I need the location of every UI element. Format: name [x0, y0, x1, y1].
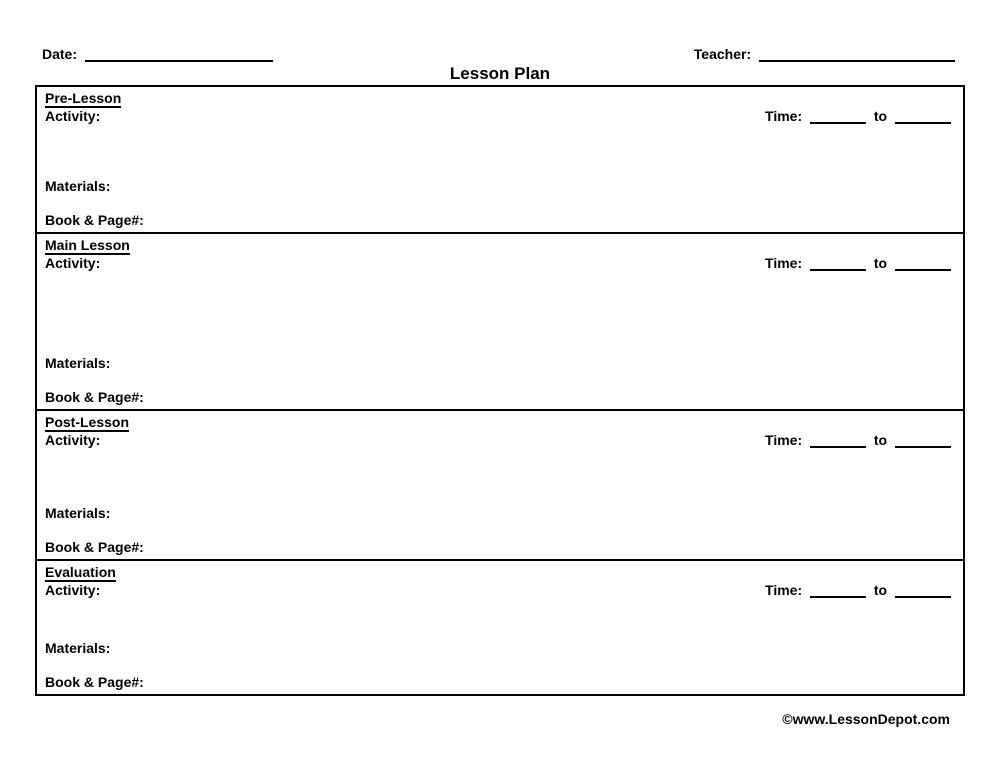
teacher-label: Teacher:: [693, 46, 752, 62]
time-fields: [765, 432, 955, 449]
lesson-plan-table: [35, 85, 965, 696]
time-start-blank: [810, 586, 866, 598]
section-title: [45, 414, 955, 432]
section-title-text: Pre-Lesson: [45, 90, 122, 106]
to-label: to: [873, 255, 888, 271]
time-fields: [765, 582, 955, 599]
time-label: Time:: [765, 582, 803, 598]
book-page-label: Book & Page#:: [45, 389, 144, 405]
section-title-text: Post-Lesson: [45, 414, 130, 430]
spacer: [45, 125, 955, 178]
to-label: to: [873, 108, 888, 124]
activity-row: [45, 108, 955, 125]
section-title-text: Evaluation: [45, 564, 116, 580]
section-post-lesson: [37, 411, 963, 561]
time-start-blank: [810, 112, 866, 124]
activity-row: [45, 255, 955, 272]
activity-label: Activity:: [45, 582, 101, 598]
section-main-lesson: [37, 234, 963, 411]
spacer: [45, 272, 955, 355]
activity-row: [45, 432, 955, 449]
materials-label: Materials:: [45, 355, 111, 371]
activity-row: [45, 582, 955, 599]
time-start-blank: [810, 259, 866, 271]
activity-label: Activity:: [45, 255, 101, 271]
activity-label: Activity:: [45, 108, 101, 124]
section-title: [45, 564, 955, 582]
book-page-label: Book & Page#:: [45, 212, 144, 228]
to-label: to: [873, 432, 888, 448]
time-end-blank: [895, 259, 951, 271]
time-end-blank: [895, 586, 951, 598]
time-fields: [765, 108, 955, 125]
materials-label: Materials:: [45, 178, 111, 194]
header-row: [0, 0, 1000, 62]
time-label: Time:: [765, 255, 803, 271]
section-title: [45, 90, 955, 108]
book-page-label: Book & Page#:: [45, 539, 144, 555]
section-title-text: Main Lesson: [45, 237, 130, 253]
section-title: [45, 237, 955, 255]
time-fields: [765, 255, 955, 272]
copyright-credit: ©www.LessonDepot.com: [782, 711, 950, 727]
to-label: to: [873, 582, 888, 598]
date-label: Date:: [42, 46, 78, 62]
activity-label: Activity:: [45, 432, 101, 448]
teacher-blank: [759, 50, 955, 62]
materials-label: Materials:: [45, 640, 111, 656]
time-start-blank: [810, 436, 866, 448]
teacher-field: [694, 46, 955, 62]
spacer: [45, 449, 955, 505]
section-pre-lesson: [37, 87, 963, 234]
materials-label: Materials:: [45, 505, 111, 521]
time-end-blank: [895, 112, 951, 124]
section-evaluation: [37, 561, 963, 694]
date-blank: [85, 50, 273, 62]
page-title: Lesson Plan: [449, 64, 551, 83]
date-field: [42, 46, 273, 62]
spacer: [45, 599, 955, 640]
time-label: Time:: [765, 108, 803, 124]
time-label: Time:: [765, 432, 803, 448]
book-page-label: Book & Page#:: [45, 674, 144, 690]
time-end-blank: [895, 436, 951, 448]
